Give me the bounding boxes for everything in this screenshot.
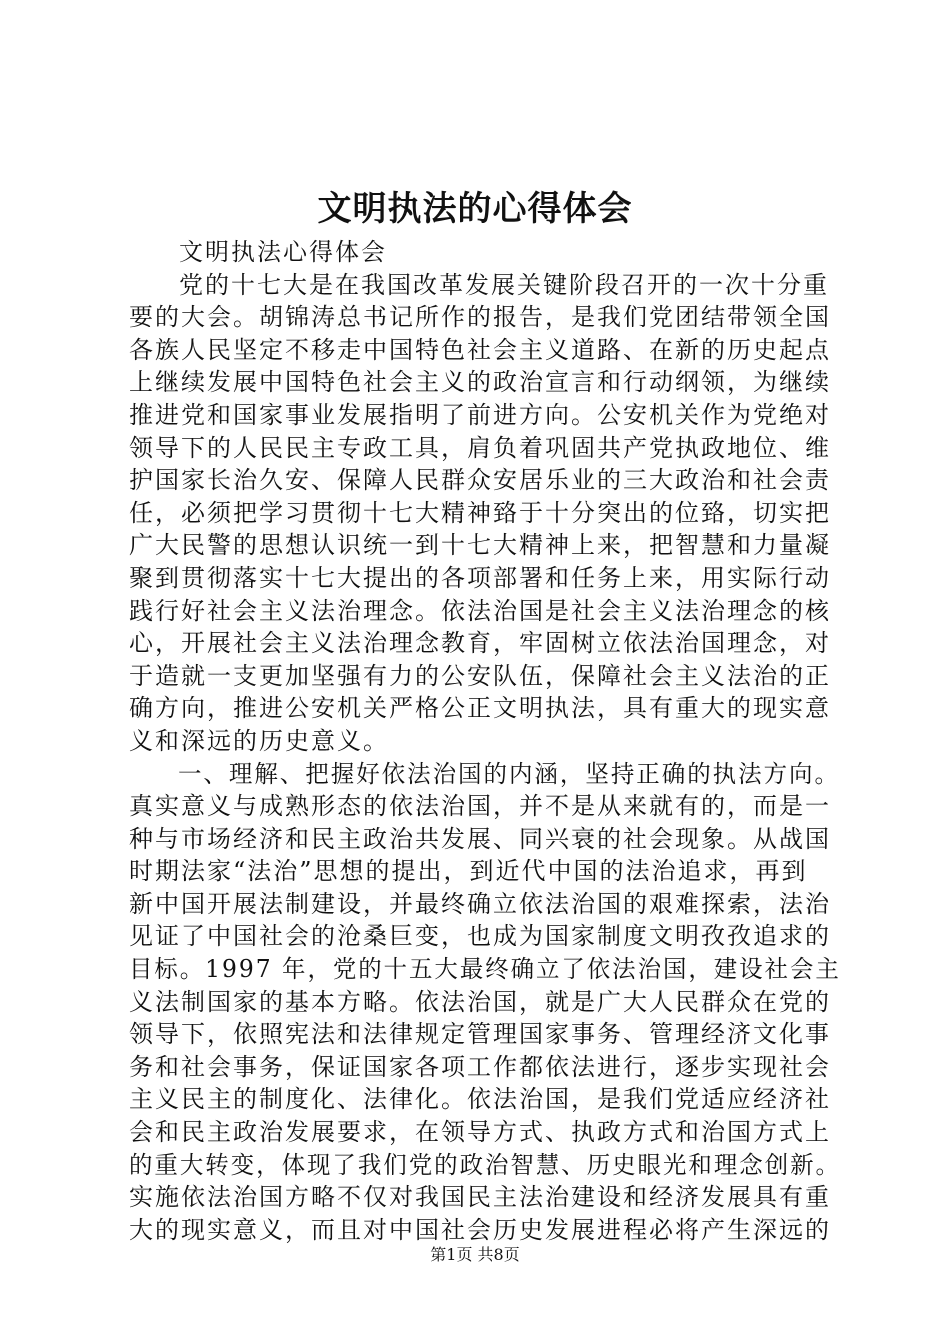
document-body <box>129 236 841 1246</box>
text-line: 新中国开展法制建设，并最终确立依法治国的艰难探索，法治 <box>129 889 831 918</box>
text-line: 确方向，推进公安机关严格公正文明执法，具有重大的现实意 <box>129 694 831 723</box>
text-line: 主义民主的制度化、法律化。依法治国，是我们党适应经济社 <box>129 1085 831 1114</box>
text-line: 务和社会事务，保证国家各项工作都依法进行，逐步实现社会 <box>129 1052 831 1081</box>
text-line: 真实意义与成熟形态的依法治国，并不是从来就有的，而是一 <box>129 792 831 821</box>
text-line: 心，开展社会主义法治理念教育，牢固树立依法治国理念，对 <box>129 629 831 658</box>
text-line: 见证了中国社会的沧桑巨变，也成为国家制度文明孜孜追求的 <box>129 922 831 951</box>
text-line: 领导下，依照宪法和法律规定管理国家事务、管理经济文化事 <box>129 1020 831 1049</box>
text-line: 的重大转变，体现了我们党的政治智慧、历史眼光和理念创新。 <box>129 1150 841 1179</box>
text-line: 义法制国家的基本方略。依法治国，就是广大人民群众在党的 <box>129 987 831 1016</box>
document-title: 文明执法的心得体会 <box>317 189 633 229</box>
text-line: 护国家长治久安、保障人民群众安居乐业的三大政治和社会责 <box>129 466 831 495</box>
text-line: 实施依法治国方略不仅对我国民主法治建设和经济发展具有重 <box>129 1183 831 1212</box>
text-line: 大的现实意义，而且对中国社会历史发展进程必将产生深远的 <box>129 1215 831 1244</box>
text-line: 推进党和国家事业发展指明了前进方向。公安机关作为党绝对 <box>129 400 831 429</box>
text-line: 于造就一支更加坚强有力的公安队伍，保障社会主义法治的正 <box>129 661 831 690</box>
text-line: 践行好社会主义法治理念。依法治国是社会主义法治理念的核 <box>129 596 831 625</box>
text-line: 会和民主政治发展要求，在领导方式、执政方式和治国方式上 <box>129 1118 831 1147</box>
text-line: 一、理解、把握好依法治国的内涵，坚持正确的执法方向。 <box>177 759 840 788</box>
text-line: 任，必须把学习贯彻十七大精神臵于十分突出的位臵，切实把 <box>129 498 831 527</box>
text-line: 聚到贯彻落实十七大提出的各项部署和任务上来，用实际行动 <box>129 563 831 592</box>
text-line: 广大民警的思想认识统一到十七大精神上来，把智慧和力量凝 <box>129 531 831 560</box>
text-line: 文明执法心得体会 <box>179 238 387 266</box>
page-footer: 第1页 共8页 <box>430 1245 520 1264</box>
text-line: 上继续发展中国特色社会主义的政治宣言和行动纲领，为继续 <box>129 368 831 397</box>
text-line: 各族人民坚定不移走中国特色社会主义道路、在新的历史起点 <box>129 335 831 364</box>
text-line: 种与市场经济和民主政治共发展、同兴衰的社会现象。从战国 <box>129 824 831 853</box>
text-line: 义和深远的历史意义。 <box>129 726 389 755</box>
text-line: 领导下的人民民主专政工具，肩负着巩固共产党执政地位、维 <box>129 433 831 462</box>
text-line: 党的十七大是在我国改革发展关键阶段召开的一次十分重 <box>179 270 829 299</box>
text-line: 目标。1997 年，党的十五大最终确立了依法治国，建设社会主 <box>129 955 841 984</box>
text-line: 时期法家“法治”思想的提出，到近代中国的法治追求，再到 <box>129 857 808 886</box>
text-line: 要的大会。胡锦涛总书记所作的报告，是我们党团结带领全国 <box>129 303 831 332</box>
